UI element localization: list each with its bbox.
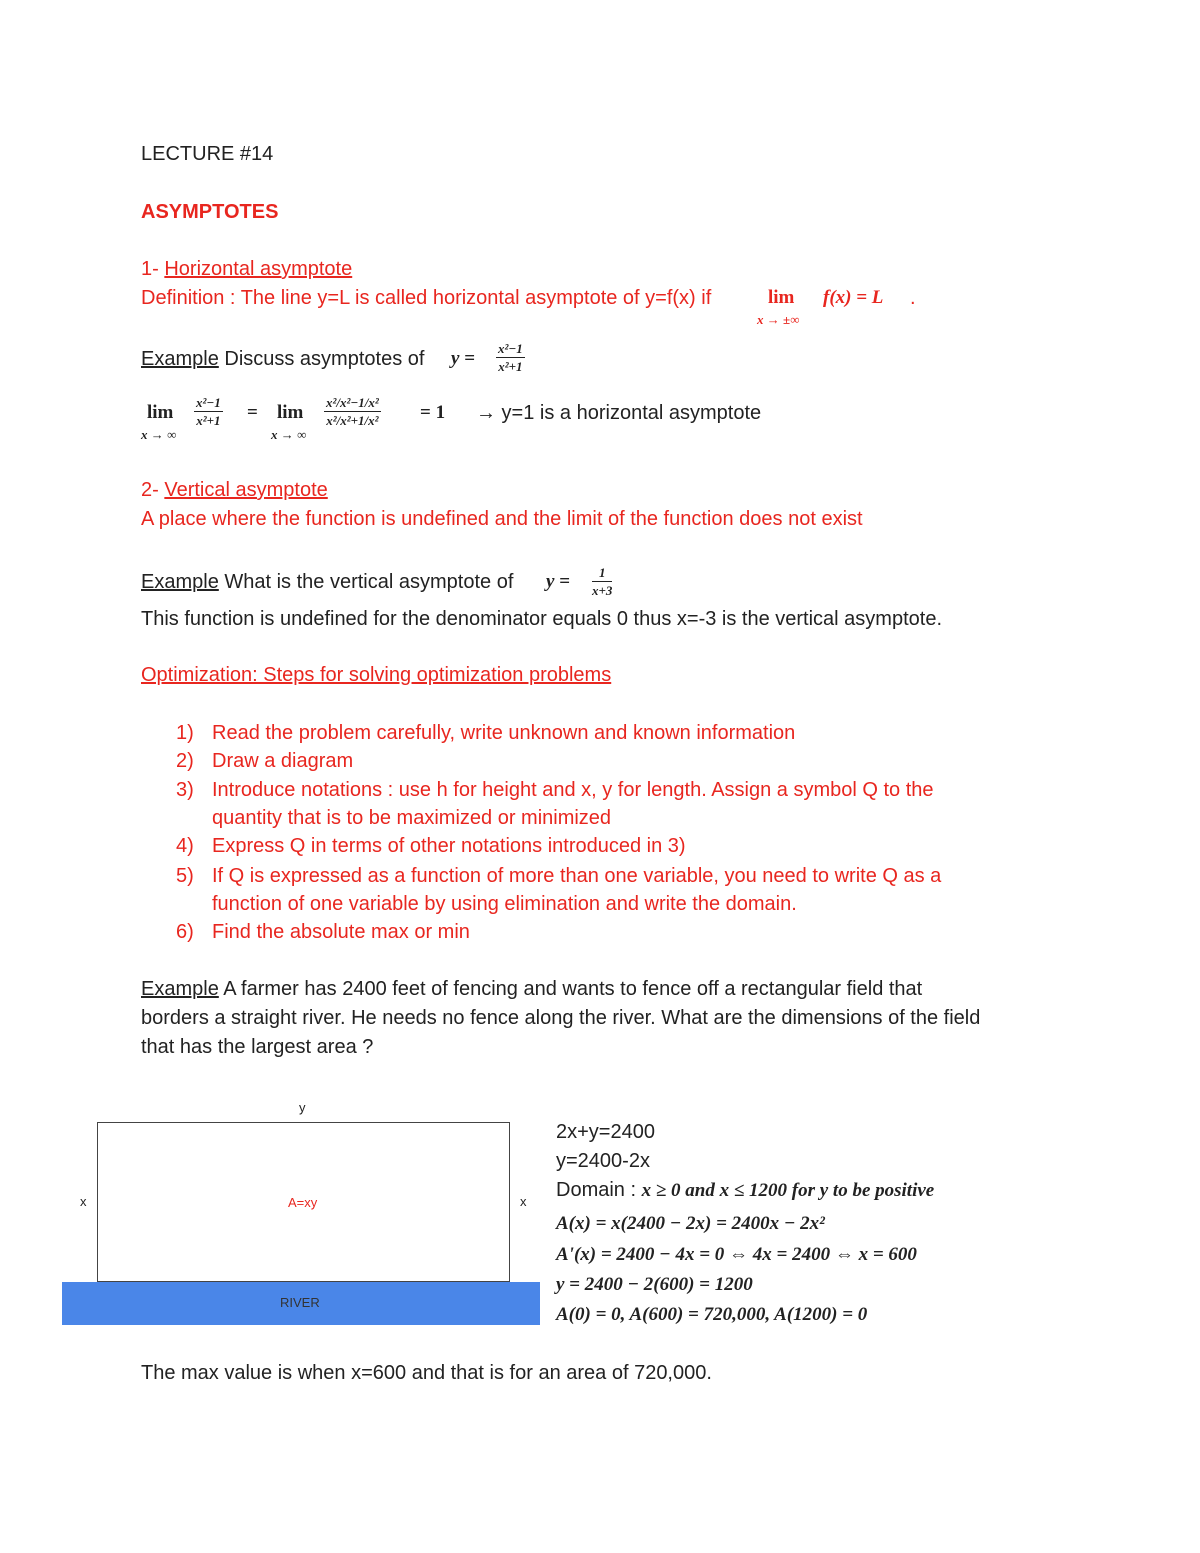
step-number: 4) (176, 835, 194, 857)
step-number: 6) (176, 921, 194, 943)
page-title: ASYMPTOTES (141, 201, 279, 223)
step-number: 2) (176, 750, 194, 772)
step-text: Find the absolute max or min (212, 921, 470, 943)
solution-domain (556, 1179, 934, 1202)
farmer-example-line-3: that has the largest area ? (141, 1036, 374, 1058)
limit-1-subscript: x → ∞ (141, 427, 177, 442)
step-text: Introduce notations : use h for height and x, y for length. Assign a symbol Q to the (212, 779, 934, 801)
vertical-definition: A place where the function is undefined and the limit of the function does not exist (141, 508, 863, 530)
vertical-example-label: Example (141, 571, 219, 593)
farmer-example-line-2: borders a straight river. He needs no fence along the river. What are the dimensions of the field (141, 1007, 981, 1029)
horizontal-heading (141, 258, 352, 281)
limit-fraction-1-denominator: x²+1 (196, 413, 221, 428)
vertical-heading-prefix: 2- (141, 479, 165, 501)
definition-expression: f(x) = L (823, 287, 884, 308)
limit-fraction-2-numerator: x²/x²−1/x² (326, 395, 379, 410)
step-number: 3) (176, 779, 194, 801)
limit-fraction-2 (324, 396, 381, 427)
domain-prefix: Domain : (556, 1179, 642, 1201)
field-diagram (62, 1096, 540, 1326)
step-text: Draw a diagram (212, 750, 354, 772)
left-side-label: x (80, 1194, 87, 1209)
equals-one: = 1 (420, 402, 446, 423)
limit-1: lim (147, 402, 174, 423)
vertical-y-equals: y = (546, 571, 571, 592)
final-conclusion: The max value is when x=600 and that is for an area of 720,000. (141, 1362, 712, 1384)
vertical-explanation: This function is undefined for the denominator equals 0 thus x=-3 is the vertical asymptote. (141, 608, 942, 630)
vertical-example (141, 571, 513, 594)
top-side-label: y (299, 1100, 306, 1115)
fraction-numerator: x²−1 (498, 341, 523, 356)
vertical-fraction-denominator: x+3 (592, 583, 613, 598)
limit-fraction-1-numerator: x²−1 (196, 395, 221, 410)
step-number: 1) (176, 722, 194, 744)
domain-math: x ≥ 0 and x ≤ 1200 for y to be positive (641, 1180, 935, 1201)
limit-fraction-1 (194, 396, 223, 427)
horizontal-definition: Definition : The line y=L is called horizontal asymptote of y=f(x) if (141, 287, 712, 309)
area-label: A=xy (288, 1195, 318, 1210)
definition-lim-subscript: x → ±∞ (757, 312, 800, 327)
limit-fraction-2-denominator: x²/x²+1/x² (326, 413, 379, 428)
area-evaluations: A(0) = 0, A(600) = 720,000, A(1200) = 0 (556, 1304, 868, 1325)
solution-line-1: 2x+y=2400 (556, 1121, 655, 1143)
example-fraction (496, 342, 525, 373)
field-rectangle (97, 1122, 510, 1282)
example-label: Example (141, 348, 219, 370)
fraction-denominator: x²+1 (498, 359, 523, 374)
definition-period: . (910, 287, 916, 309)
step-text: If Q is expressed as a function of more than one variable, you need to write Q as a (212, 865, 942, 887)
vertical-fraction-numerator: 1 (592, 566, 612, 582)
limit-2: lim (277, 402, 304, 423)
lecture-number: LECTURE #14 (141, 143, 274, 165)
step-text-continued: quantity that is to be maximized or minimized (212, 807, 612, 829)
area-function: A(x) = x(2400 − 2x) = 2400x − 2x² (556, 1213, 825, 1234)
example-y-equals: y = (451, 348, 476, 369)
vertical-heading (141, 479, 328, 502)
equals-1: = (247, 402, 258, 423)
solution-line-2: y=2400-2x (556, 1150, 650, 1172)
example-text: Discuss asymptotes of (218, 348, 425, 370)
horizontal-conclusion: → y=1 is a horizontal asymptote (476, 402, 762, 424)
farmer-example-label: Example (141, 978, 219, 1000)
vertical-example-text: What is the vertical asymptote of (218, 571, 514, 593)
right-side-label: x (520, 1194, 527, 1209)
horizontal-example (141, 348, 424, 371)
y-value: y = 2400 − 2(600) = 1200 (556, 1274, 753, 1295)
step-text: Express Q in terms of other notations introduced in 3) (212, 835, 686, 857)
vertical-heading-text: Vertical asymptote (164, 479, 328, 501)
area-derivative: A'(x) = 2400 − 4x = 0 ⇔ 4x = 2400 ⇔ x = 600 (556, 1244, 917, 1265)
farmer-example-text: A farmer has 2400 feet of fencing and wants to fence off a rectangular field that (218, 978, 923, 1000)
farmer-example-line-1 (141, 978, 922, 1001)
limit-2-subscript: x → ∞ (271, 427, 307, 442)
step-text-continued: function of one variable by using elimination and write the domain. (212, 893, 797, 915)
step-number: 5) (176, 865, 194, 887)
definition-lim: lim (768, 287, 795, 308)
horizontal-heading-text: Horizontal asymptote (164, 258, 353, 280)
step-text: Read the problem carefully, write unknown and known information (212, 722, 796, 744)
river (62, 1282, 540, 1325)
river-label: RIVER (280, 1295, 320, 1310)
vertical-fraction (592, 566, 612, 597)
optimization-heading: Optimization: Steps for solving optimization problems (141, 664, 612, 686)
horizontal-heading-prefix: 1- (141, 258, 165, 280)
